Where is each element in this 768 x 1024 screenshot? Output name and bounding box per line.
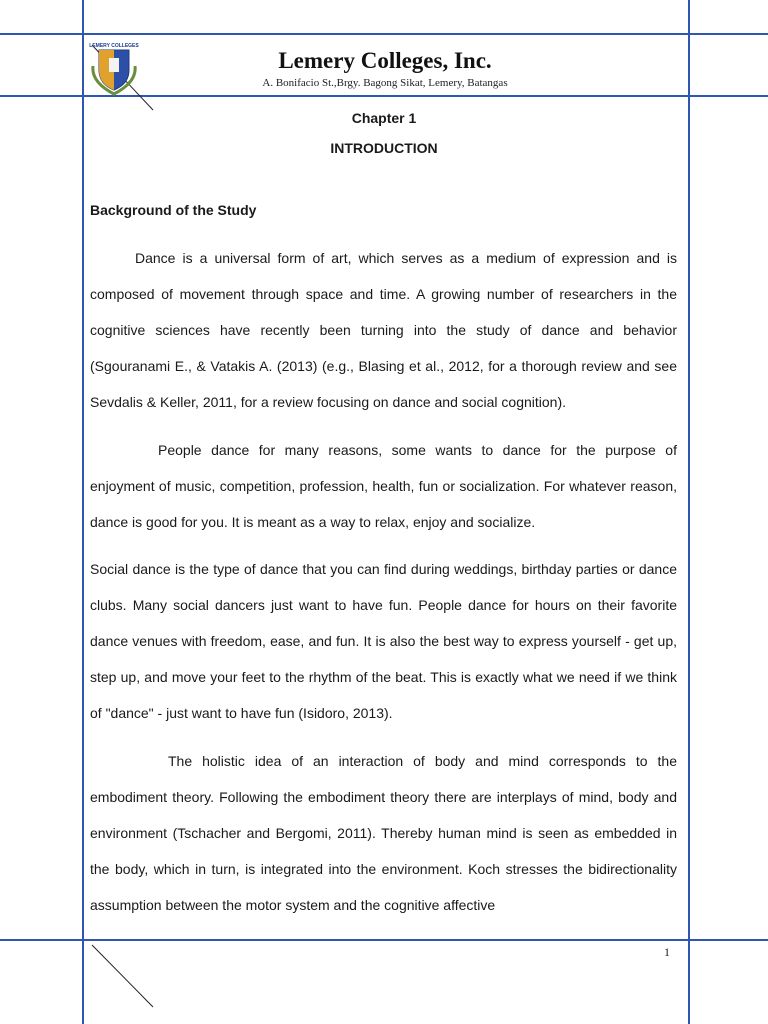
paragraph-4: The holistic idea of an interaction of body and mind corresponds to the embodiment theory. Following the embodiment theory there are interplays of mind, body and environment (Tschacher and Bergomi, 2011). Thereby human mind is seen as embedded in the body, which in turn, is integrated into the environment. Koch stresses the bidirectionality assumption between the motor system and the cognitive affective <box>90 753 677 913</box>
paragraph-2: People dance for many reasons, some wants to dance for the purpose of enjoyment of music, competition, profession, health, fun or socialization. For whatever reason, dance is good for you. It is meant as a way to relax, enjoy and socialize. <box>90 442 677 530</box>
section-heading: Background of the Study <box>90 202 257 218</box>
paragraph-1: Dance is a universal form of art, which serves as a medium of expression and is composed of movement through space and time. A growing number of researchers in the cognitive sciences have recently been turning into the study of dance and behavior (Sgouranami E., & Vatakis A. (2013) (e.g., Blasing et al., 2012, for a thorough review and see Sevdalis & Keller, 2011, for a review focusing on dance and social cognition). <box>90 250 677 410</box>
institution-address: A. Bonifacio St.,Brgy. Bagong Sikat, Lemery, Batangas <box>262 77 508 89</box>
chapter-title: INTRODUCTION <box>330 140 438 156</box>
svg-text:LEMERY COLLEGES: LEMERY COLLEGES <box>89 43 139 49</box>
page-number: 1 <box>664 945 670 959</box>
chapter-label: Chapter 1 <box>351 110 417 126</box>
college-seal-logo <box>89 40 139 96</box>
paragraph-3: Social dance is the type of dance that you can find during weddings, birthday parties or dance clubs. Many social dancers just want to have fun. People dance for hours on their favorite dance venues with freedom, ease, and fun. It is also the best way to express yourself - get up, step up, and move your feet to the rhythm of the beat. This is exactly what we need if we think of "dance" - just want to have fun (Isidoro, 2013). <box>90 561 677 721</box>
institution-name: Lemery Colleges, Inc. <box>278 48 492 73</box>
footer-diagonal <box>92 945 153 1007</box>
